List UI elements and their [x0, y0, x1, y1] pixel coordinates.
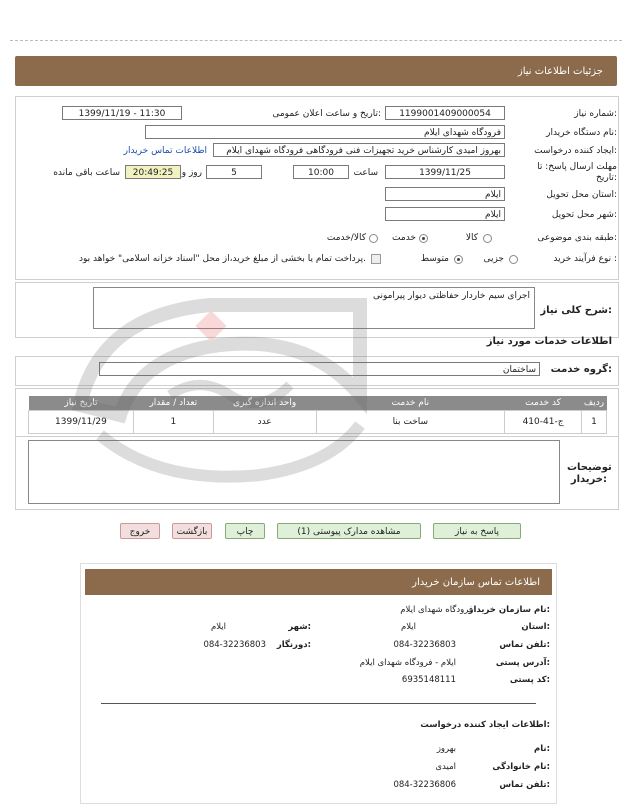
category-option-goods: کالا — [465, 233, 478, 243]
creator-phone: 084-32236806 — [393, 780, 456, 790]
creator-family-label: نام خانوادگی: — [492, 762, 550, 772]
cell-date: 1399/11/29 — [29, 411, 134, 434]
remaining-label: ساعت باقی مانده — [53, 168, 120, 178]
creator-title: اطلاعات ایجاد کننده درخواست: — [420, 720, 550, 730]
watermark-logo — [60, 275, 390, 515]
contact-postal: 6935148111 — [401, 675, 456, 685]
page-header — [15, 56, 617, 86]
need-number-label: شماره نیاز: — [574, 109, 617, 119]
summary-label: شرح کلی نیاز: — [540, 305, 612, 316]
contact-card-header — [85, 569, 552, 595]
requester-field: بهروز امیدی کارشناس خرید تجهیزات فنی فرودگاهی فرودگاه شهدای ایلام — [213, 143, 505, 157]
contact-info-link[interactable]: اطلاعات تماس خریدار — [123, 146, 207, 156]
purchase-radio-minor[interactable] — [509, 255, 518, 264]
days-label: روز و — [181, 168, 202, 178]
contact-city-label: شهر: — [288, 622, 311, 632]
category-option-service: خدمت — [392, 233, 416, 243]
service-group-label: گروه خدمت: — [550, 364, 612, 375]
notes-label: توضیحات خریدار: — [567, 462, 612, 485]
category-label: طبقه بندی موضوعی: — [537, 233, 617, 243]
time-label: ساعت — [353, 168, 378, 178]
cell-qty: 1 — [133, 411, 213, 434]
contact-fax-label: دورنگار: — [276, 640, 311, 650]
creator-family: امیدی — [435, 762, 456, 772]
treasury-checkbox[interactable] — [371, 254, 381, 264]
remaining-time-field: 20:49:25 — [125, 165, 181, 179]
contact-province: ایلام — [400, 622, 416, 632]
deadline-time-field: 10:00 — [293, 165, 349, 179]
category-option-goods-service: کالا/خدمت — [326, 233, 366, 243]
contact-org-label: نام سازمان خریدار: — [468, 605, 550, 615]
announce-field: 1399/11/19 - 11:30 — [62, 106, 182, 120]
payment-note: پرداخت تمام یا بخشی از مبلغ خرید،از محل "اسناد خزانه اسلامی" خواهد بود. — [78, 254, 366, 264]
contact-address: ایلام - فرودگاه شهدای ایلام — [359, 658, 456, 668]
category-radio-service[interactable] — [419, 234, 428, 243]
service-group-field: ساختمان — [99, 362, 540, 376]
contact-phone: 084-32236803 — [393, 640, 456, 650]
deadline-date-field: 1399/11/25 — [385, 165, 505, 179]
purchase-option-medium: متوسط — [420, 254, 449, 264]
page-title: جزئیات اطلاعات نیاز — [517, 66, 603, 77]
announce-label: تاریخ و ساعت اعلان عمومی: — [272, 109, 381, 119]
cell-row: 1 — [582, 411, 607, 434]
buyer-org-field: فرودگاه شهدای ایلام — [145, 125, 505, 139]
attachments-button[interactable]: مشاهده مدارک پیوستی (1) — [277, 523, 421, 539]
creator-name-label: نام: — [533, 744, 550, 754]
purchase-type-label: نوع فرآیند خرید : — [553, 254, 617, 264]
contact-address-label: آدرس پستی: — [495, 658, 550, 668]
exit-button[interactable]: خروج — [120, 523, 160, 539]
summary-text: اجرای سیم خاردار حفاظتی دیوار پیرامونی — [372, 291, 530, 301]
col-date: تاریخ نیاز — [29, 396, 134, 411]
cell-code: ج-41-410 — [505, 411, 582, 434]
contact-province-label: استان: — [521, 622, 550, 632]
contact-org: فرودگاه شهدای ایلام — [400, 605, 473, 615]
reply-button[interactable]: پاسخ به نیاز — [433, 523, 521, 539]
contact-fax: 084-32236803 — [203, 640, 266, 650]
col-code: کد خدمت — [505, 396, 582, 411]
services-title: اطلاعات خدمات مورد نیاز — [486, 336, 612, 347]
deadline-label: مهلت ارسال پاسخ: تا تاریخ: — [537, 162, 617, 183]
need-number-field: 1199001409000054 — [385, 106, 505, 120]
category-radio-goods[interactable] — [483, 234, 492, 243]
days-field: 5 — [206, 165, 262, 179]
province-label: استان محل تحویل: — [546, 190, 617, 200]
col-name: نام خدمت — [316, 396, 505, 411]
info-panel — [15, 96, 619, 280]
buyer-org-label: نام دستگاه خریدار: — [546, 128, 617, 138]
col-qty: تعداد / مقدار — [133, 396, 213, 411]
category-radio-goods-service[interactable] — [369, 234, 378, 243]
city-label: شهر محل تحویل: — [551, 210, 617, 220]
contact-city: ایلام — [210, 622, 226, 632]
col-unit: واحد اندازه گیری — [213, 396, 316, 411]
contact-phone-label: تلفن تماس: — [499, 640, 550, 650]
top-divider — [10, 40, 622, 41]
creator-name: بهروز — [436, 744, 456, 754]
print-button[interactable]: چاپ — [225, 523, 265, 539]
cell-unit: عدد — [213, 411, 316, 434]
contact-divider — [101, 703, 536, 704]
creator-phone-label: تلفن تماس: — [499, 780, 550, 790]
back-button[interactable]: بازگشت — [172, 523, 212, 539]
city-field: ایلام — [385, 207, 505, 221]
col-row: ردیف — [582, 396, 607, 411]
purchase-option-minor: جزیی — [483, 254, 504, 264]
requester-label: ایجاد کننده درخواست: — [534, 146, 617, 156]
contact-card-title: اطلاعات تماس سازمان خریدار — [412, 577, 540, 588]
purchase-radio-medium[interactable] — [454, 255, 463, 264]
province-field: ایلام — [385, 187, 505, 201]
contact-postal-label: کد پستی: — [509, 675, 550, 685]
cell-name: ساخت بنا — [316, 411, 505, 434]
contact-card — [80, 563, 557, 804]
